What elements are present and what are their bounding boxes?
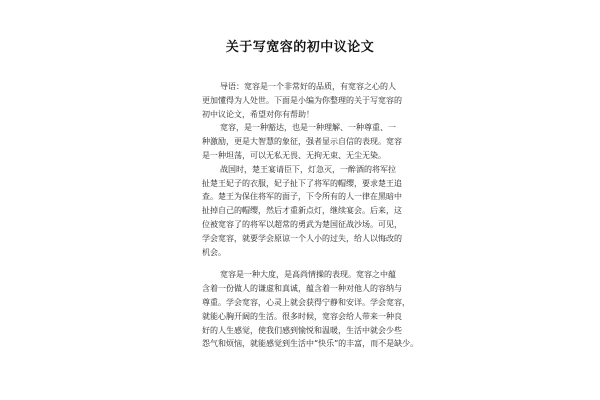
- paragraph: [202, 121, 402, 162]
- paragraph: [202, 268, 419, 351]
- paragraph-line: 更加懂得为人处世。下面是小编为你整理的关于写宽容的: [202, 95, 402, 105]
- paragraph-line: 含着一份做人的谦虚和真诚，蕴含着一种对他人的容纳与: [202, 284, 402, 294]
- paragraph-spacer: [202, 259, 402, 268]
- paragraph-line: 宽容是一种大度，是高尚情操的表现。宽容之中蕴: [220, 270, 396, 280]
- paragraph-line: 就能心胸开阔的生活。很多时候，宽容会给人带来一种良: [202, 311, 402, 321]
- paragraph-line: 宽容，是一种豁达，也是一种理解、一种尊重、一: [220, 123, 396, 133]
- paragraph-line: 是一种坦荡，可以无私无畏、无拘无束、无尘无染。: [202, 150, 386, 160]
- paragraph-line: 战国时，楚王宴请臣下，灯急灭，一醉酒的将军拉: [220, 164, 396, 174]
- document-body: [202, 80, 419, 351]
- paragraph-line: 尊重。学会宽容，心灵上就会获得宁静和安详。学会宽容，: [202, 297, 410, 307]
- paragraph-line: 学会宽容，就要学会原谅一个人小的过失，给人以悔改的: [202, 233, 402, 243]
- paragraph-line: 好的人生感觉，使我们感到愉悦和温暖，生活中就会少些: [202, 325, 402, 335]
- document-title: 关于写宽容的初中议论文: [225, 40, 375, 55]
- paragraph-line: 初中议论文，希望对你有帮助！: [202, 109, 314, 119]
- paragraph-line: 位被宽容了的将军以超常的勇武为楚国征战沙场。可见，: [202, 219, 402, 229]
- paragraph: [202, 163, 402, 260]
- paragraph-line: 种激励，更是大智慧的象征，强者显示自信的表现。宽容: [202, 137, 402, 147]
- paragraph-line: 查。楚王为保住将军的面子，下令所有的人一律在黑暗中: [202, 192, 402, 202]
- paragraph-line: 导语：宽容是一个非常好的品质，有宽容之心的人: [220, 82, 396, 91]
- paragraph-line: 怨气和烦恼，就能感觉到生活中“快乐”的丰富，而不是缺少。: [202, 339, 419, 349]
- paragraph-line: 扯楚王妃子的衣服，妃子扯下了将军的帽缨，要求楚王追: [202, 178, 402, 188]
- paragraph: [202, 80, 402, 121]
- paragraph-line: 机会。: [202, 247, 226, 257]
- paragraph-line: 扯掉自己的帽缨，然后才重新点灯，继续宴会。后来，这: [202, 206, 402, 216]
